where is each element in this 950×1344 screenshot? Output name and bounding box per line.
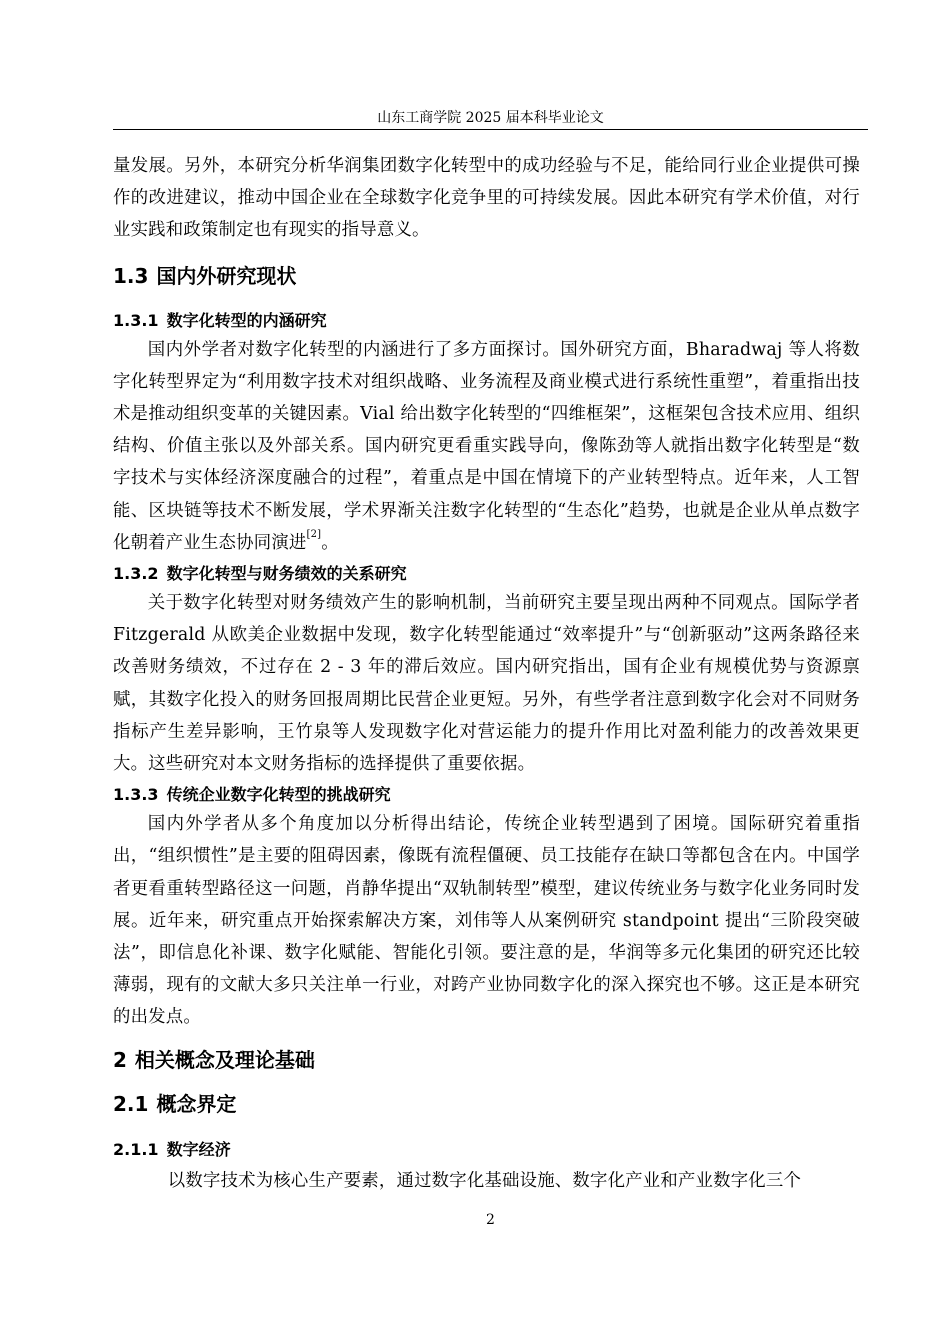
section-number: 1.3.1 xyxy=(113,310,159,330)
section-number: 2 xyxy=(113,1047,127,1072)
intro-paragraph: 量发展。另外，本研究分析华润集团数字化转型中的成功经验与不足，能给同行业企业提供可操作的改进建议，推动中国企业在全球数字化竞争里的可持续发展。因此本研究有学术价值，对行业实践和政策制定也有现实的指导意义。 xyxy=(113,156,860,241)
section-1-3-1-heading xyxy=(113,309,860,333)
section-2-1-heading xyxy=(113,1088,860,1120)
header-rule xyxy=(113,129,868,130)
citation-ref: [2] xyxy=(306,528,322,540)
section-number: 2.1 xyxy=(113,1091,149,1116)
section-number: 1.3.3 xyxy=(113,785,159,805)
section-1-3-heading xyxy=(113,260,860,292)
section-title: 相关概念及理论基础 xyxy=(134,1047,315,1072)
paragraph-text: 国内外学者对数字化转型的内涵进行了多方面探讨。国外研究方面，Bharadwaj 等人将数字化转型界定为“利用数字技术对组织战略、业务流程及商业模式进行系统性重塑”，着重指出技术是推动组织变革的关键因素。Vial 给出数字化转型的“四维框架”，这框架包含技术应用、组织结构、价值主张以及外部关系。国内研究更看重实践导向，像陈劲等人就指出数字化转型是“数字技术与实体经济深度融合的过程”，着重点是中国在情境下的产业转型特点。近年来，人工智能、区块链等技术不断发展，学术界渐关注数字化转型的“生态化”趋势，也就是企业从单点数字化朝着产业生态协同演进 xyxy=(113,339,860,553)
section-1-3-3-paragraph: 国内外学者从多个角度加以分析得出结论，传统企业转型遇到了困境。国际研究着重指出，“组织惯性”是主要的阻碍因素，像既有流程僵硬、员工技能存在缺口等都包含在内。中国学者更看重转型路径这一问题，肖静华提出“双轨制转型”模型，建议传统业务与数字化业务同时发展。近年来，研究重点开始探索解决方案，刘伟等人从案例研究 standpoint 提出“三阶段突破法”，即信息化补课、数字化赋能、智能化引领。要注意的是，华润等多元化集团的研究还比较薄弱，现有的文献大多只关注单一行业，对跨产业协同数字化的深入探究也不够。这正是本研究的出发点。 xyxy=(113,814,860,1028)
section-title: 数字化转型的内涵研究 xyxy=(166,310,327,330)
section-title: 概念界定 xyxy=(156,1091,237,1116)
section-1-3-1-paragraph xyxy=(113,334,860,559)
section-1-3-2-heading xyxy=(113,562,860,586)
section-number: 1.3.2 xyxy=(113,564,159,584)
section-2-1-1-paragraph: 以数字技术为核心生产要素，通过数字化基础设施、数字化产业和产业数字化三个 xyxy=(167,1170,802,1191)
document-body xyxy=(113,150,860,1197)
section-number: 2.1.1 xyxy=(113,1139,159,1159)
page-number: 2 xyxy=(486,1212,495,1228)
section-title: 国内外研究现状 xyxy=(156,263,297,288)
page-header: 山东工商学院 2025 届本科毕业论文 xyxy=(377,110,604,126)
section-title: 数字化转型与财务绩效的关系研究 xyxy=(166,564,407,584)
section-2-1-1-heading xyxy=(113,1138,860,1162)
section-2-heading xyxy=(113,1044,860,1076)
section-title: 传统企业数字化转型的挑战研究 xyxy=(166,785,391,805)
section-title: 数字经济 xyxy=(166,1139,231,1159)
section-number: 1.3 xyxy=(113,263,149,288)
section-1-3-3-heading xyxy=(113,783,860,807)
paragraph-end: 。 xyxy=(321,532,339,553)
section-1-3-2-paragraph: 关于数字化转型对财务绩效产生的影响机制，当前研究主要呈现出两种不同观点。国际学者 Fitzgerald 从欧美企业数据中发现，数字化转型能通过“效率提升”与“创新驱动”这两条路径来改善财务绩效，不过存在 2 - 3 年的滞后效应。国内研究指出，国有企业有规模优势与资源禀赋，其数字化投入的财务回报周期比民营企业更短。另外，有些学者注意到数字化会对不同财务指标产生差异影响，王竹泉等人发现数字化对营运能力的提升作用比对盈利能力的改善效果更大。这些研究对本文财务指标的选择提供了重要依据。 xyxy=(113,593,860,775)
